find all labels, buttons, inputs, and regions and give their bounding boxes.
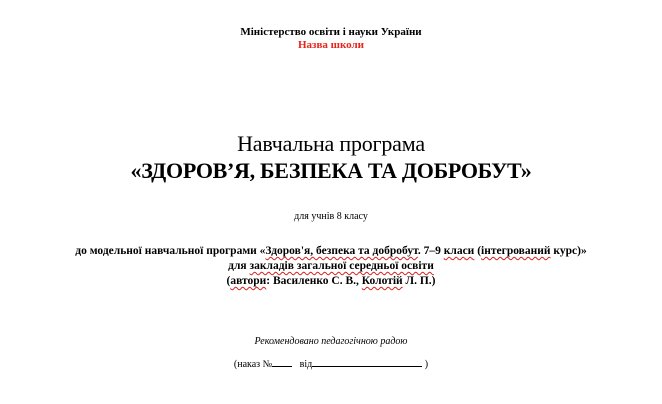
school-name-placeholder: Назва школи [297, 39, 364, 51]
course-name: Здоров'я, безпека та добробут [265, 245, 418, 257]
program-title: Навчальна програма [237, 131, 425, 156]
order-open: (наказ № [233, 359, 273, 370]
order-close: ) [424, 359, 429, 370]
reference-grades: . 7–9 [417, 245, 444, 257]
order-number-blank[interactable] [272, 357, 292, 367]
program-name: «ЗДОРОВ’Я, БЕЗПЕКА ТА ДОБРОБУТ» [130, 158, 532, 183]
institutions-prefix: для [228, 260, 250, 272]
institutions-text: закладів загальної середньої освіти [249, 260, 434, 272]
authors-label: автори [230, 275, 267, 287]
ministry-name: Міністерство освіти і науки України [240, 26, 422, 38]
classes-word: класи [443, 245, 475, 257]
order-date-blank[interactable] [312, 357, 422, 367]
reference-prefix: до модельної навчальної програми « [75, 245, 266, 257]
authors-line [0, 275, 662, 287]
authors-names: : Василенко С. В., [266, 275, 362, 287]
model-program-reference [0, 245, 662, 257]
order-from: від [299, 359, 313, 370]
institutions-line [0, 260, 662, 272]
order-line [0, 357, 662, 370]
integrated-word: інтегрований [481, 245, 551, 257]
recommendation-text: Рекомендовано педагогічною радою [254, 336, 408, 347]
author-kolotiy: Колотій [361, 275, 403, 287]
reference-suffix: курс)» [550, 245, 587, 257]
authors-end: Л. П.) [402, 275, 436, 287]
target-grade: для учнів 8 класу [294, 211, 368, 222]
authors-open: ( [226, 275, 231, 287]
reference-space: ( [474, 245, 482, 257]
